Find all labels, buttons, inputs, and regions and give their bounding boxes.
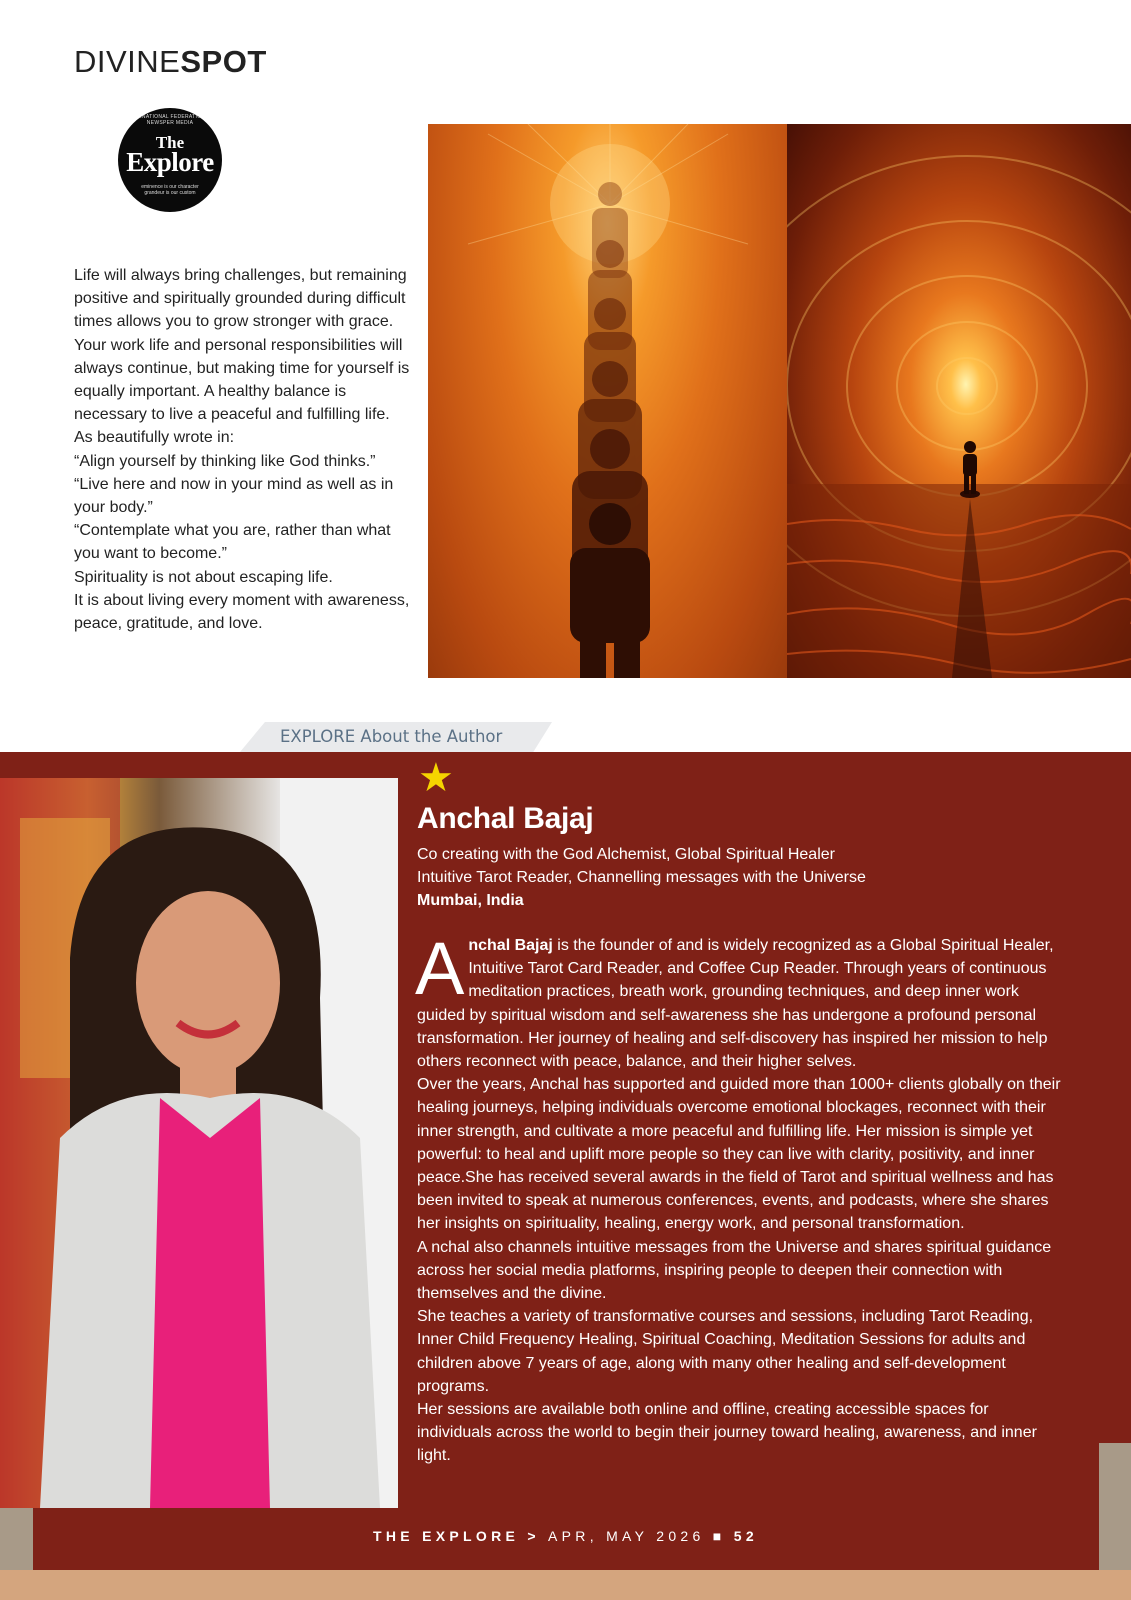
bio-paragraph: Over the years, Anchal has supported and guided more than 1000+ clients globally on their healing journeys, helping individuals overcome emotional blockages, reconnect with their inner strength, and cultivate a more peaceful and fulfilling life. Her mission is simple yet powerful: to heal and uplift more people so they can live with clarity, positivity, and inner peace.She has received several awards in the field of Tarot and spiritual wellness and has been invited to speak at numerous conferences, events, and podcasts, where she shares her insights on spirituality, healing, energy work, and personal transformation. [417, 1076, 1061, 1233]
bottom-strip [0, 1570, 1131, 1600]
author-location: Mumbai, India [417, 892, 524, 910]
bio-name-bold: nchal Bajaj [468, 937, 553, 954]
author-title-line: Intuitive Tarot Reader, Channelling messages with the Universe [417, 869, 866, 887]
tunnel-image [787, 124, 1131, 678]
silhouettes-art [428, 124, 787, 678]
the-explore-logo [118, 108, 222, 212]
intro-paragraph: As beautifully wrote in: [74, 429, 235, 447]
intro-quote: “Contemplate what you are, rather than what you want to become.” [74, 522, 391, 563]
logo-the: The [155, 133, 185, 152]
intro-paragraph: Spirituality is not about escaping life. [74, 568, 333, 586]
right-side-accent [1099, 1443, 1131, 1570]
bio-paragraph: A nchal also channels intuitive messages from the Universe and shares spiritual guidance across her social media platforms, inspiring people to deepen their connection with themselves and the divine. [417, 1238, 1052, 1303]
footer-magazine: THE EXPLORE [373, 1528, 520, 1544]
logo-explore: Explore [126, 147, 214, 177]
bio-paragraph: She teaches a variety of transformative courses and sessions, including Tarot Reading, Inner Child Frequency Healing, Spiritual Coaching, Meditation Sessions for adults and children above 7 years of age, along with many other healing and self-development programs. [417, 1308, 1034, 1395]
star-icon: ★ [418, 756, 454, 800]
page-footer [0, 1528, 1131, 1544]
intro-paragraph: It is about living every moment with awareness, peace, gratitude, and love. [74, 591, 410, 633]
brand-light: DIVINE [74, 44, 181, 79]
bio-paragraph [415, 927, 1062, 1073]
intro-paragraph: Life will always bring challenges, but remaining positive and spiritually grounded during difficult times allows you to grow stronger with grace. [74, 267, 407, 331]
intro-paragraph: Your work life and personal responsibilities will always continue, but making time for yourself is equally important. A healthy balance is necessary to live a peaceful and fulfilling life. [74, 336, 410, 424]
intro-quote: “Live here and now in your mind as well as in your body.” [74, 475, 394, 517]
author-credentials [417, 843, 866, 913]
footer-page-number: 52 [733, 1528, 758, 1544]
intro-quote: “Align yourself by thinking like God thinks.” [74, 452, 376, 470]
brand-bold: SPOT [180, 44, 267, 79]
author-title-line: Co creating with the God Alchemist, Global Spiritual Healer [417, 846, 835, 863]
author-portrait-art [0, 778, 398, 1508]
drop-cap: A [415, 927, 465, 1010]
silhouettes-image [428, 124, 787, 678]
author-photo [0, 778, 398, 1508]
tunnel-art [787, 124, 1131, 678]
section-tab-label: EXPLORE About the Author [280, 727, 503, 746]
magazine-brand [74, 44, 267, 80]
logo-tagline: eminence is our character grandeur is our custom [141, 184, 199, 196]
logo-ring-text: INTERNATIONAL FEDERATION OF NEWSPER MEDIA [125, 114, 215, 126]
author-bio [415, 927, 1062, 1468]
footer-separator: > [527, 1528, 540, 1544]
bio-paragraph: Her sessions are available both online and offline, creating accessible spaces for individuals across the world to begin their journey toward healing, awareness, and inner light. [417, 1401, 1037, 1465]
author-name: Anchal Bajaj [417, 802, 594, 835]
bio-first-text: is the founder of and is widely recognized as a Global Spiritual Healer, Intuitive Tarot Card Reader, and Coffee Cup Reader. Through years of continuous meditation practices, breath work, grounding techniques, and deep inner work guided by spiritual wisdom and self-awareness she has undergone a profound personal transformation. Her journey of healing and self-discovery has inspired her mission to help others reconnect with peace, balance, and their higher selves. [417, 937, 1054, 1071]
intro-text [74, 264, 419, 635]
footer-issue: APR, MAY 2026 [548, 1528, 705, 1544]
footer-bullet: ■ [712, 1528, 726, 1544]
